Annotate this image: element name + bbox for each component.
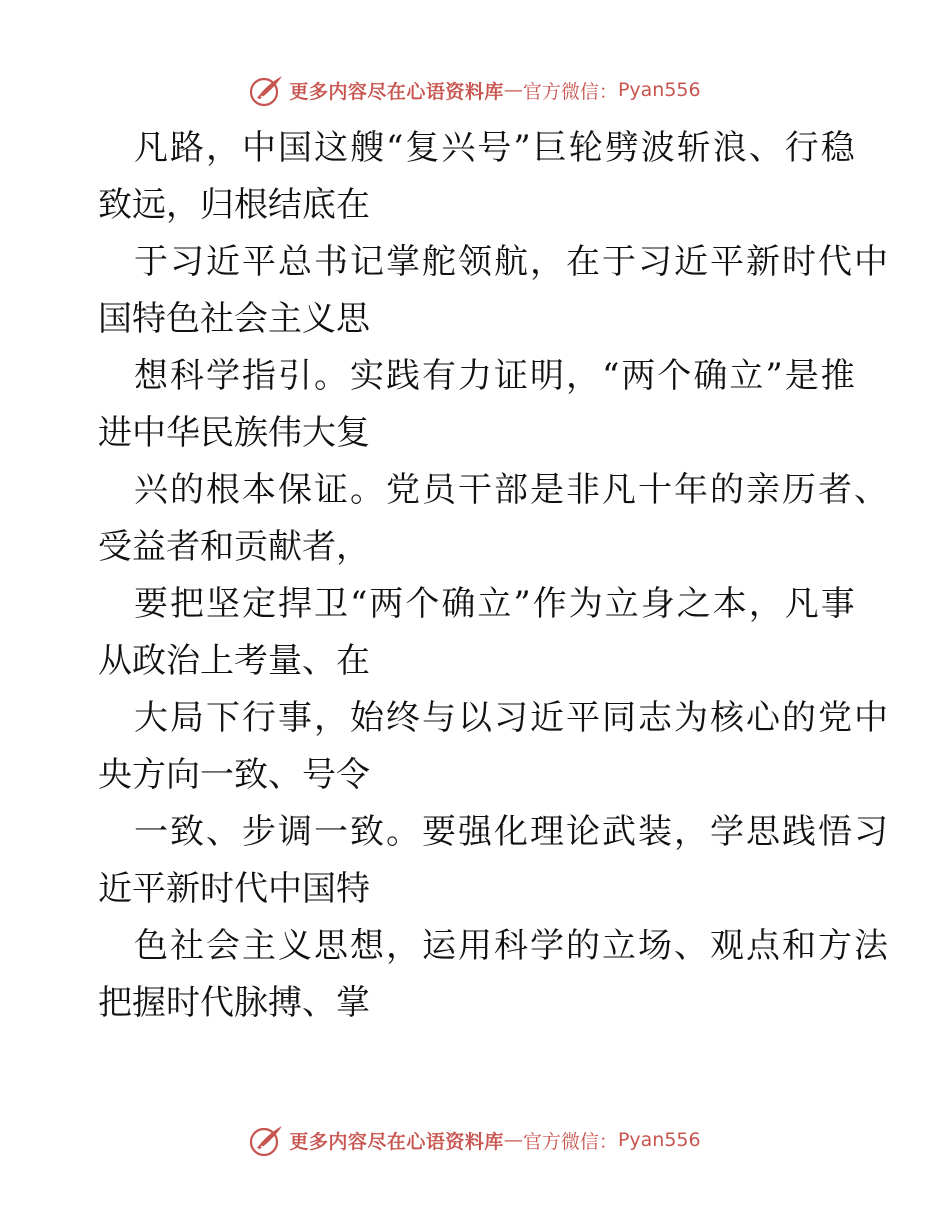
text-line: 色社会主义思想，运用科学的立场、观点和方法 <box>134 926 890 966</box>
footer-brand-text: 更多内容尽在心语资料库 <box>289 1130 504 1153</box>
text-line: 近平新时代中国特 <box>98 869 370 909</box>
text-line: 央方向一致、号令 <box>98 755 370 795</box>
footer-banner <box>0 1120 950 1160</box>
text-line: 国特色社会主义思 <box>98 299 370 339</box>
text-line: 于习近平总书记掌舵领航，在于习近平新时代中 <box>134 242 890 282</box>
text-line: 想科学指引。实践有力证明，“两个确立”是推 <box>134 356 857 396</box>
text-line: 兴的根本保证。党员干部是非凡十年的亲历者、 <box>134 470 890 510</box>
text-line: 一致、步调一致。要强化理论武装，学思践悟习 <box>134 812 890 852</box>
text-line: 从政治上考量、在 <box>98 641 370 681</box>
footer-separator: — <box>503 1129 523 1151</box>
header-separator: — <box>503 79 523 101</box>
footer-wechat-label: 官方微信： <box>522 1130 618 1153</box>
header-wechat-id: Pyan556 <box>617 79 701 101</box>
quill-pen-logo-icon <box>249 1122 285 1158</box>
header-banner <box>0 70 950 110</box>
text-line: 大局下行事，始终与以习近平同志为核心的党中 <box>134 698 890 738</box>
header-brand-text: 更多内容尽在心语资料库 <box>289 80 504 103</box>
quill-pen-logo-icon <box>249 72 285 108</box>
text-line: 受益者和贡献者， <box>98 527 370 567</box>
header-wechat-label: 官方微信： <box>522 80 618 103</box>
document-body <box>98 120 890 1032</box>
text-line: 把握时代脉搏、掌 <box>98 983 370 1023</box>
text-line: 要把坚定捍卫“两个确立”作为立身之本，凡事 <box>134 584 857 624</box>
text-line: 进中华民族伟大复 <box>98 413 370 453</box>
text-line: 致远，归根结底在 <box>98 185 370 225</box>
text-line: 凡路，中国这艘“复兴号”巨轮劈波斩浪、行稳 <box>134 128 857 168</box>
footer-wechat-id: Pyan556 <box>617 1129 701 1151</box>
